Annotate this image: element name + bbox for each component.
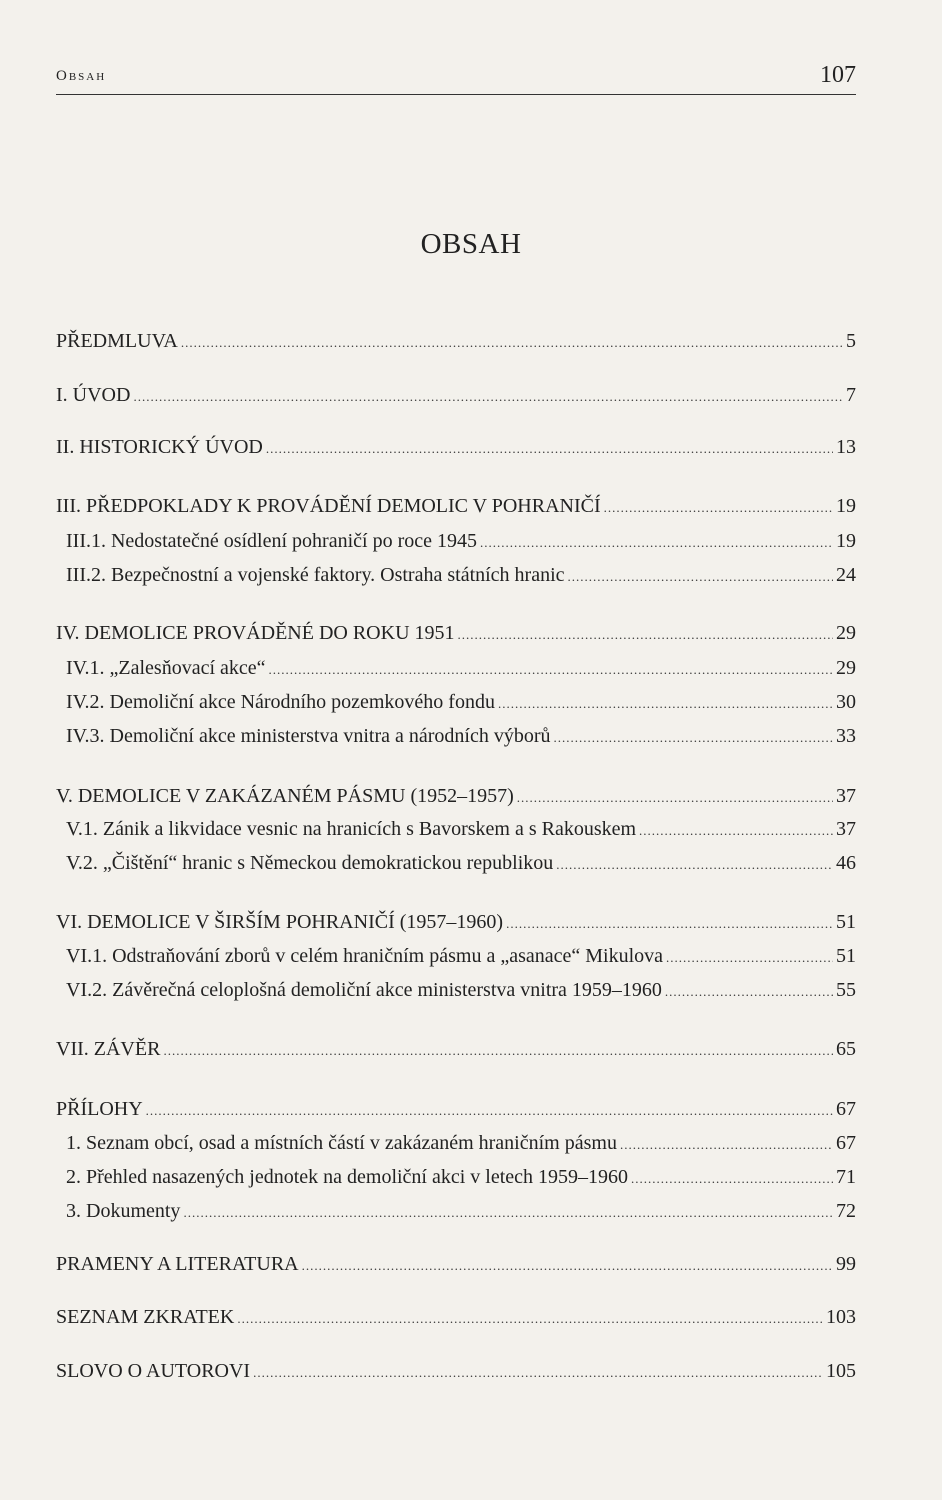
page-title: OBSAH — [420, 228, 522, 260]
toc-page: 51 — [836, 945, 856, 967]
toc-page: 37 — [836, 785, 856, 807]
toc-page: 51 — [836, 911, 856, 933]
dot-leader — [517, 790, 833, 806]
toc-label: V. DEMOLICE V ZAKÁZANÉM PÁSMU (1952–1957) — [56, 785, 514, 807]
toc-label: 1. Seznam obcí, osad a místních částí v zakázaném hraničním pásmu — [66, 1132, 617, 1154]
dot-leader — [498, 696, 833, 712]
dot-leader — [269, 662, 833, 678]
dot-leader — [302, 1258, 833, 1274]
toc-page: 71 — [836, 1166, 856, 1188]
toc-page: 72 — [836, 1200, 856, 1222]
dot-leader — [554, 730, 833, 746]
toc-label: V.2. „Čištění“ hranic s Německou demokratickou republikou — [66, 852, 554, 874]
toc-page: 46 — [836, 852, 856, 874]
dot-leader — [253, 1365, 823, 1381]
dot-leader — [604, 500, 833, 516]
dot-leader — [163, 1043, 833, 1059]
toc-label: III. PŘEDPOKLADY K PROVÁDĚNÍ DEMOLIC V POHRANIČÍ — [56, 495, 601, 517]
toc-entry[interactable] — [66, 979, 856, 1002]
toc-page: 99 — [836, 1253, 856, 1275]
dot-leader — [480, 535, 833, 551]
toc-label: IV.3. Demoliční akce ministerstva vnitra a národních výborů — [66, 725, 551, 747]
toc-entry[interactable] — [66, 1166, 856, 1189]
toc-entry[interactable] — [66, 852, 856, 875]
toc-entry[interactable] — [66, 1200, 856, 1223]
dot-leader — [237, 1311, 823, 1327]
toc-label: V.1. Zánik a likvidace vesnic na hranicích s Bavorskem a s Rakouskem — [66, 818, 637, 840]
dot-leader — [458, 627, 833, 643]
toc-page: 65 — [836, 1038, 856, 1060]
toc-label: 3. Dokumenty — [66, 1200, 181, 1222]
toc-page: 13 — [836, 436, 856, 458]
toc-entry[interactable] — [66, 1132, 856, 1155]
toc-entry[interactable] — [56, 330, 856, 353]
dot-leader — [631, 1171, 833, 1187]
toc-page: 37 — [836, 818, 856, 840]
toc-label: PRAMENY A LITERATURA — [56, 1253, 299, 1275]
toc-entry[interactable] — [66, 530, 856, 553]
toc-label: VI.1. Odstraňování zborů v celém hraničním pásmu a „asanace“ Mikulova — [66, 945, 664, 967]
toc-label: III.1. Nedostatečné osídlení pohraničí po roce 1945 — [66, 530, 477, 552]
page-number: 107 — [820, 62, 856, 88]
toc-entry[interactable] — [66, 564, 856, 587]
toc-label: SLOVO O AUTOROVI — [56, 1360, 251, 1382]
toc-entry[interactable] — [56, 1253, 856, 1276]
dot-leader — [568, 569, 833, 585]
toc-page: 103 — [826, 1306, 856, 1328]
dot-leader — [146, 1103, 833, 1119]
toc-page: 7 — [846, 384, 856, 406]
toc-label: VI. DEMOLICE V ŠIRŠÍM POHRANIČÍ (1957–1960) — [56, 911, 504, 933]
toc-page: 24 — [836, 564, 856, 586]
dot-leader — [133, 389, 843, 405]
dot-leader — [266, 441, 833, 457]
toc-label: PŘÍLOHY — [56, 1098, 143, 1120]
dot-leader — [620, 1137, 833, 1153]
toc-entry[interactable] — [56, 384, 856, 407]
toc-page: 30 — [836, 691, 856, 713]
toc-label: III.2. Bezpečnostní a vojenské faktory. Ostraha státních hranic — [66, 564, 565, 586]
toc-entry[interactable] — [56, 911, 856, 934]
toc-entry[interactable] — [56, 1306, 856, 1329]
toc-entry[interactable] — [56, 1098, 856, 1121]
toc-entry[interactable] — [66, 945, 856, 968]
toc-label: II. HISTORICKÝ ÚVOD — [56, 436, 263, 458]
toc-label: I. ÚVOD — [56, 384, 131, 406]
toc-entry[interactable] — [56, 622, 856, 645]
toc-entry[interactable] — [56, 1038, 856, 1061]
toc-label: 2. Přehled nasazených jednotek na demoliční akci v letech 1959–1960 — [66, 1166, 629, 1188]
dot-leader — [556, 857, 833, 873]
toc-page: 29 — [836, 622, 856, 644]
toc-label: PŘEDMLUVA — [56, 330, 178, 352]
running-head — [56, 62, 856, 95]
toc-label: IV. DEMOLICE PROVÁDĚNÉ DO ROKU 1951 — [56, 622, 455, 644]
toc-label: VI.2. Závěrečná celoplošná demoliční akce ministerstva vnitra 1959–1960 — [66, 979, 662, 1001]
toc-entry[interactable] — [56, 785, 856, 808]
toc-entry[interactable] — [66, 657, 856, 680]
dot-leader — [183, 1205, 833, 1221]
toc-label: VII. ZÁVĚR — [56, 1038, 161, 1060]
toc-page: 33 — [836, 725, 856, 747]
dot-leader — [666, 950, 833, 966]
dot-leader — [665, 984, 833, 1000]
toc-page: 19 — [836, 530, 856, 552]
toc-page: 29 — [836, 657, 856, 679]
toc-page: 55 — [836, 979, 856, 1001]
toc-entry[interactable] — [56, 436, 856, 459]
toc-entry[interactable] — [66, 691, 856, 714]
toc-label: IV.1. „Zalesňovací akce“ — [66, 657, 266, 679]
toc-page: 5 — [846, 330, 856, 352]
toc-label: IV.2. Demoliční akce Národního pozemkového fondu — [66, 691, 495, 713]
dot-leader — [506, 916, 833, 932]
toc-entry[interactable] — [56, 495, 856, 518]
toc-page: 19 — [836, 495, 856, 517]
toc-page: 67 — [836, 1098, 856, 1120]
toc-entry[interactable] — [66, 818, 856, 841]
dot-leader — [639, 823, 833, 839]
toc-label: SEZNAM ZKRATEK — [56, 1306, 235, 1328]
toc-page: 67 — [836, 1132, 856, 1154]
running-head-title: Obsah — [56, 68, 107, 84]
toc-entry[interactable] — [66, 725, 856, 748]
toc-entry[interactable] — [56, 1360, 856, 1383]
toc-page: 105 — [826, 1360, 856, 1382]
dot-leader — [181, 335, 843, 351]
